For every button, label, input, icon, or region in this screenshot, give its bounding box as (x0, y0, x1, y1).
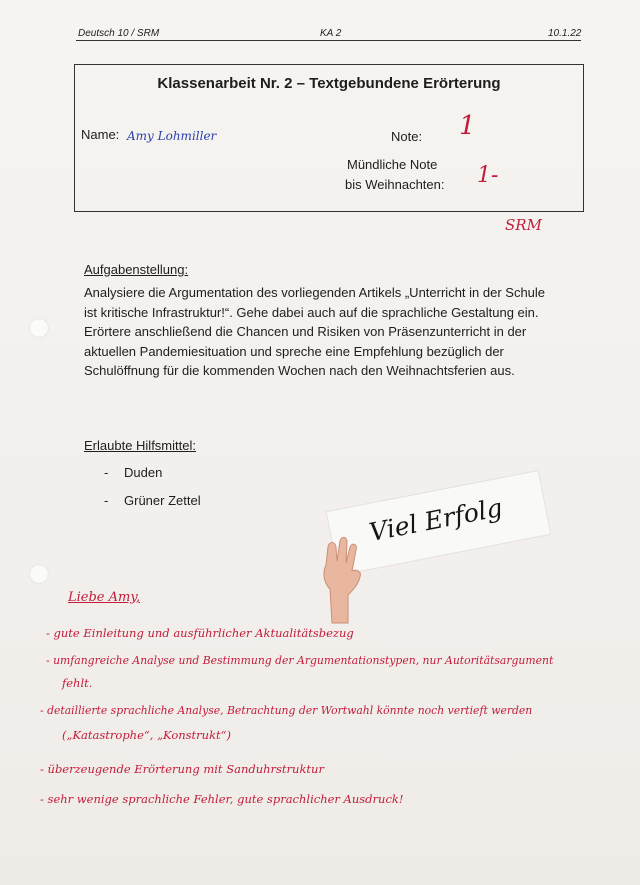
task-text: Analysiere die Argumentation des vorliegenden Artikels „Unterricht in der Schule ist kritische Infrastruktur!“. Gehe dabei auch auf die sprachliche Gestaltung ein. Erörtere anschließend die Chancen und Risiken von Präsenzunterricht in der aktuellen Pandemiesituation und spreche eine Empfehlung bezüglich der Schulöffnung für die kommenden Wochen nach den Weihnachtsferien aus. (84, 285, 546, 378)
feedback-line: - sehr wenige sprachliche Fehler, gute sprachlicher Ausdruck! (40, 792, 404, 806)
aid-item: - Grüner Zettel (104, 493, 201, 508)
page-title: Klassenarbeit Nr. 2 – Textgebundene Erörterung (157, 75, 501, 92)
aid-item-label: Duden (124, 465, 163, 480)
title-box (74, 64, 584, 212)
grade-value: 1 (459, 111, 476, 141)
aid-item: - Duden (104, 465, 163, 480)
feedback-line: - umfangreiche Analyse und Bestimmung der Argumentationstypen, nur Autoritätsargument (46, 654, 554, 667)
name-label: Name: (81, 127, 120, 142)
feedback-line: („Katastrophe“, „Konstrukt“) (62, 728, 232, 742)
oral-grade-value: 1- (477, 163, 499, 188)
feedback-line: - gute Einleitung und ausführlicher Aktualitätsbezug (46, 626, 354, 640)
hand-icon (318, 533, 368, 625)
header-divider (76, 40, 581, 41)
student-name: Amy Lohmiller (127, 129, 217, 143)
header-subject: Deutsch 10 / SRM (78, 28, 160, 39)
punch-hole (29, 318, 49, 338)
header-exam-code: KA 2 (320, 28, 342, 39)
feedback-greeting: Liebe Amy, (68, 590, 141, 605)
feedback-line: - detaillierte sprachliche Analyse, Betrachtung der Wortwahl könnte noch vertieft werden (40, 704, 533, 717)
feedback-line: - überzeugende Erörterung mit Sanduhrstruktur (40, 762, 324, 776)
feedback-line: fehlt. (62, 676, 93, 690)
oral-grade-label-line2: bis Weihnachten: (345, 177, 445, 192)
teacher-initials: SRM (505, 216, 542, 234)
aid-item-label: Grüner Zettel (124, 493, 201, 508)
grade-label: Note: (391, 129, 423, 144)
oral-grade-label-line1: Mündliche Note (347, 157, 438, 172)
punch-hole (29, 564, 49, 584)
header-date: 10.1.22 (548, 28, 582, 39)
task-heading: Aufgabenstellung: (84, 262, 189, 277)
aids-heading: Erlaubte Hilfsmittel: (84, 438, 196, 453)
good-luck-text: Viel Erfolg (366, 492, 505, 548)
